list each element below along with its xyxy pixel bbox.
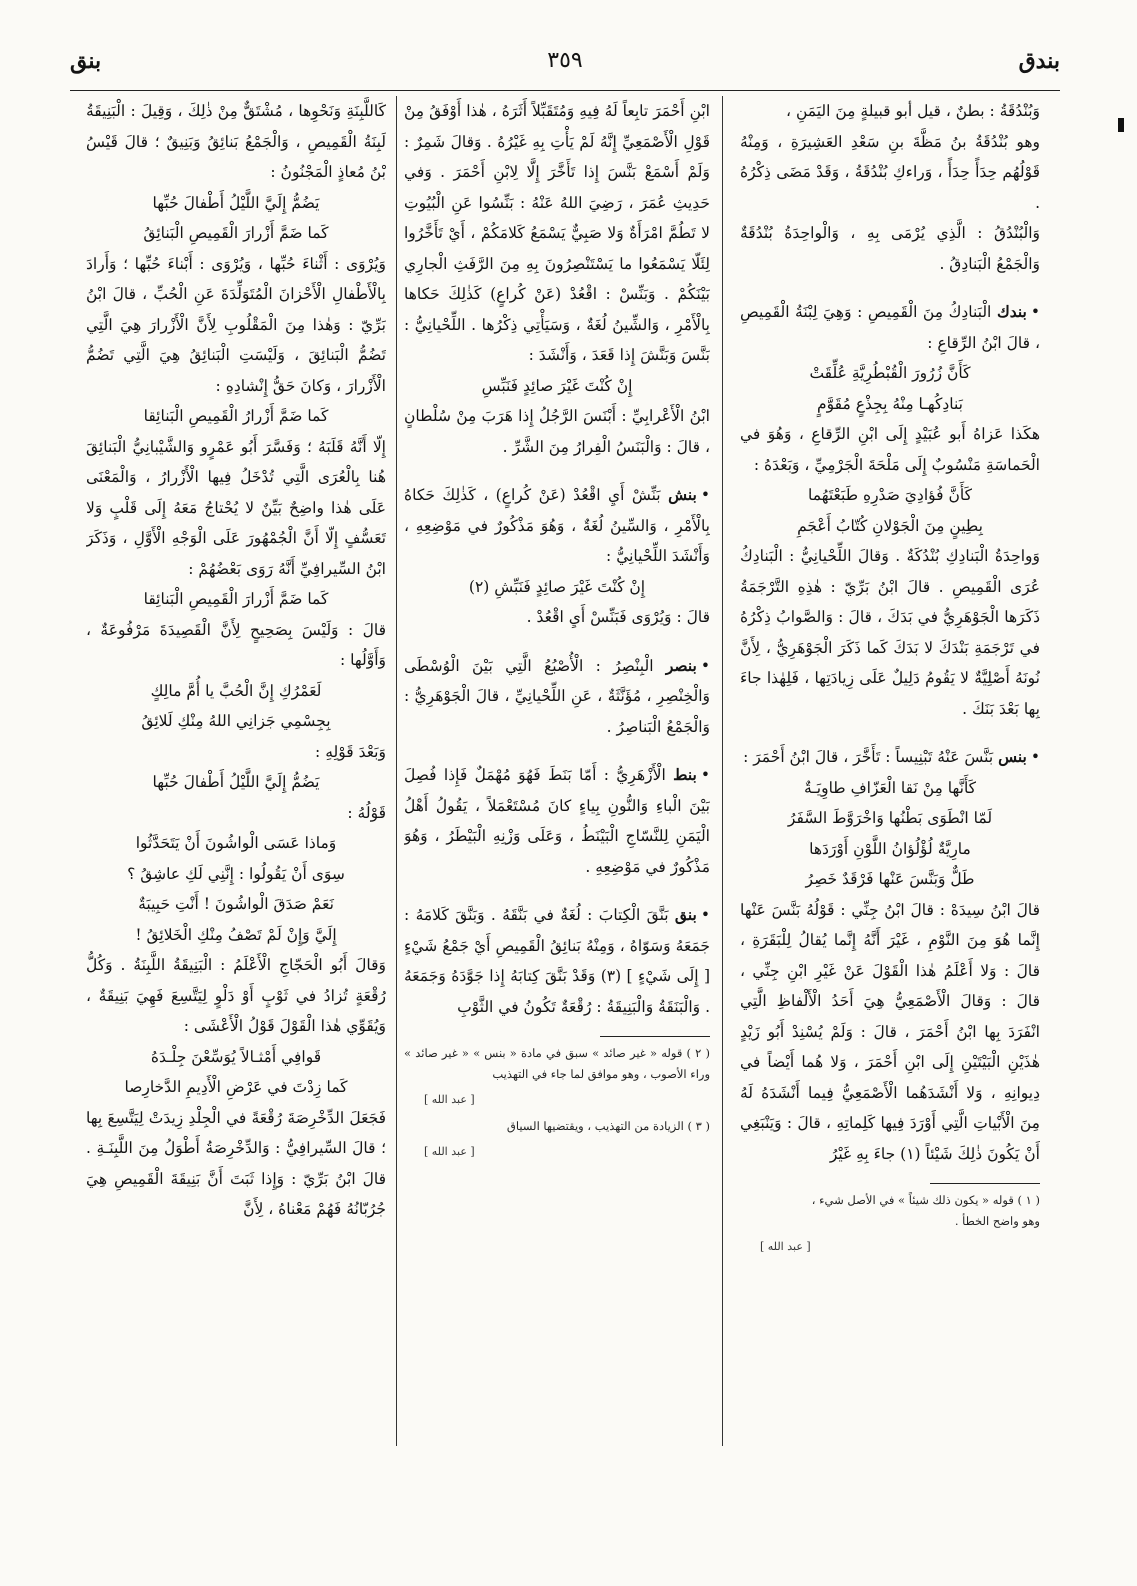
verse-line: كَما ضَمَّ أَزْرارُ الْقَمِيصِ الْبَنائِقا [143, 407, 329, 425]
verse-line: إِلَيَّ وَإِنْ لَمْ تَصْفُ مِنْكِ الْخَلائِقُ ! [135, 925, 337, 944]
column-right [740, 96, 1040, 1486]
page-header [70, 44, 1060, 84]
paragraph: وَبَعْدَ قَوْلِهِ : [315, 742, 386, 761]
footnote-signature: [ عبد الله ] [424, 1093, 475, 1106]
paragraph: ابْنِ أَحْمَرَ تابِعاً لَهُ فِيهِ وَمُتَقَبِّلاً أَثَرَهُ ، هٰذا أَوْفَقُ مِنْ قَوْلِ الْأَصْمَعِيِّ إِنَّهُ لَمْ يَأْتِ بِهِ غَيْرُهُ . وَقالَ شَمِرٌ : وَلَمْ أَسْمَعْ بَنَّسَ إِذا تَأَخَّرَ إِلَّا لِابْنِ أَحْمَرَ . وَفي حَدِيثِ عُمَرَ ، رَضِيَ اللهُ عَنْهُ : بَنِّسُوا عَنِ الْبُيُوتِ لا تَطُمَّ امْرَأَةٌ وَلا صَبِيٌّ يَسْمَعُ كَلامَكُمْ ، أَيْ تَأَخَّرُوا لِئَلّا يَسْمَعُوا ما يَسْتَنْصِرُونَ بِهِ مِنَ الرَّفَثِ الْجارِي بَيْنَكُمْ . وَبَنِّسْ : اقْعُدْ (عَنْ كُراعٍ) كَذٰلِكَ حَكاها بِالْأَمْرِ ، وَالشِّينُ لُغَةٌ ، وَسَيَأْتِي ذِكْرُها . اللِّحْيانِيُّ : بَنَّسَ وَبَنَّشَ إِذا قَعَدَ ، وَأَنْشَدَ : [404, 102, 710, 364]
paragraph: فَجَعَلَ الدِّخْرِصَةَ رُقْعَةً في الْجِلْدِ زِيدَتْ لِيَتَّسِعَ بِها ؛ قالَ السِّيرافِيُّ : وَالدِّخْرِصَةُ أَطْوَلُ مِنَ اللَّبِنَـةِ . قالَ ابْنُ بَرِّيّ : وَإِذا ثَبَتَ أَنَّ بَنِيقَةَ الْقَمِيصِ هِيَ جُرُبّانُهُ فَهُمْ مَعْناهُ ، لِأَنَّ [86, 1108, 386, 1218]
entry-text: الْبِنْصِرُ : الْأُصْبُعُ الَّتِي بَيْنَ الْوُسْطَى وَالْخِنْصِرِ ، مُؤَنَّثَةٌ ، عَنِ اللِّحْيانِيِّ ، قالَ الْجَوْهَرِيُّ : وَالْجَمْعُ الْبَناصِرُ . [404, 656, 710, 736]
verse-line: كَما ضَمَّ أَزْرارَ الْقَمِيصِ الْبَنائِقُ [143, 224, 329, 242]
paragraph: ابْنُ الْأَعْرابِيِّ : أَبْنَسَ الرَّجُلُ إِذا هَرَبَ مِنْ سُلْطانٍ ، قالَ : وَالْبَنَسُ الْفِرارُ مِنَ الشَّرِّ . [404, 407, 710, 456]
paragraph: وَواحِدَةُ الْبَنادِكِ بُنْدُكَةٌ . وَقالَ اللِّحْيانِيُّ : الْبَنادِكُ عُرَى الْقَمِيصِ . قالَ ابْنُ بَرِّيّ : هٰذِهِ التَّرْجَمَةُ ذَكَرَها الْجَوْهَرِيُّ في بَدَكَ ، قالَ : وَالصَّوابُ ذِكْرُهُ في تَرْجَمَةِ بَنْدَكَ لا بَدَكَ كَما ذَكَرَ الْجَوْهَرِيُّ ، لِأَنَّ نُونَهُ أَصْلِيَّةٌ لا يَقُومُ دَلِيلٌ عَلَى زِيادَتِها ، فَلِهٰذا جاءَ بِها بَعْدَ بَنَكَ . [740, 547, 1040, 718]
entry-headword: بنق [674, 905, 697, 924]
footnote-rule [930, 1183, 1040, 1184]
entry-bnsr: •بنصر الْبِنْصِرُ : الْأُصْبُعُ الَّتِي بَيْنَ الْوُسْطَى وَالْخِنْصِرِ ، مُؤَنَّثَةٌ ، عَنِ اللِّحْيانِيِّ ، قالَ الْجَوْهَرِيُّ : وَالْجَمْعُ الْبَناصِرُ . [404, 655, 710, 736]
footnote-rule [600, 1036, 710, 1037]
verse-line: إِنْ كُنْتَ غَيْرَ صائِدٍ فَنَبِّشِ (٢) [468, 577, 646, 596]
entry-bnsh: •بنش بَنِّشْ أَيِ اقْعُدْ (عَنْ كُراعٍ) ، كَذٰلِكَ حَكاهُ بِالْأَمْرِ ، وَالسِّينُ لُغَةٌ ، وَهُوَ مَذْكُورٌ في مَوْضِعِهِ ، وَأَنْشَدَ اللِّحْيانِيُّ : [404, 485, 710, 565]
entry-bnq: •بنق بَنَّقَ الْكِتابَ : لُغَةٌ في بَنَّقَهُ . وَبَنَّقَ كَلامَهُ : جَمَعَهُ وَسَوّاهُ ، وَمِنْهُ بَنائِقُ الْقَمِيصِ أَيْ جَمْعُ شَيْءٍ [ إِلَى شَيْءٍ ] (٣) وَقَدْ بَنَّقَ كِتابَهُ إِذا جَوَّدَهُ وَجَمَعَهُ . وَالْبَنَقَةُ وَالْبَنِيقَةُ : رُقْعَةٌ تَكُونُ في الثَّوْبِ [404, 905, 710, 1016]
entry-bndk: •بندك الْبَنادِكُ مِنَ الْقَمِيصِ : وَهِيَ لِبْنَةُ الْقَمِيصِ ، قالَ ابْنُ الرِّقاعِ : [740, 302, 1040, 352]
verse-line: كَأَنَّ زُرُورَ الْقُبْطُرِيَّةِ عُلِّقَتْ [809, 364, 971, 382]
verse-line: يَضُمُّ إِلَيَّ اللَّيْلُ أَطْفالَ حُبِّها [152, 773, 320, 791]
verse-line: مارِيَّةٌ لُؤْلُؤانُ اللَّوْنِ أَوْرَدَها [809, 839, 971, 858]
paragraph: وهو بُنْدُقَةُ بنُ مَظَّةَ بنِ سَعْدِ العَشِيرَةِ ، وَمِنْهُ قَوْلُهُم حِدَأً حِدَأً ، وَراءكِ بُنْدُقَةُ ، وَقَدْ مَضَى ذِكْرُهُ . [740, 132, 1040, 212]
verse-line: وَماذا عَسَى الْواشُونَ أَنْ يَتَحَدَّثُوا [135, 834, 337, 852]
footnote: ( ١ ) قوله « يكون ذلك شيئاً » في الأصل شيء ، [811, 1193, 1040, 1207]
verse-line: يَضُمُّ إِلَيَّ اللَّيْلُ أَطْفالَ حُبِّها [152, 193, 320, 212]
entry-headword: بنصر [665, 655, 697, 675]
verse-line: كَما زِدْتَ في عَرْضِ الْأَدِيمِ الدَّخارِصا [124, 1078, 348, 1096]
verse-line: كَأَنَّ فُؤادِيَ صَدْرِهِ طَبَعْتَهُما [808, 486, 972, 504]
verse-line: سِوَى أَنْ يَقُولُوا : إِنَّنِي لَكِ عاشِقُ ؟ [127, 864, 345, 883]
paragraph: قالَ : وَلَيْسَ بِصَحِيحٍ لِأَنَّ الْقَصِيدَةَ مَرْفُوعَةٌ ، وَأَوَّلُها : [86, 620, 386, 669]
paragraph: كَاللَّبِنَةِ وَنَحْوِها ، مُشْتَقٌّ مِنْ ذٰلِكَ ، وَقِيلَ : الْبَنِيقَةُ لَبِنَةُ الْقَمِيصِ ، وَالْجَمْعُ بَنائِقُ وَبَنِيقٌ ؛ قالَ قَيْسُ بْنُ مُعاذٍ الْمَجْنُونُ : [86, 102, 386, 181]
footnote: ( ٣ ) الزيادة من التهذيب ، ويقتضيها السياق [506, 1118, 710, 1133]
entry-headword: بنش [668, 485, 697, 504]
paragraph: قالَ ابْنُ سِيدَهْ : قالَ ابْنُ جِنِّي : قَوْلُهُ بَنَّسَ عَنْها إِنَّما هُوَ مِنَ النَّوْمِ ، غَيْرَ أَنَّهُ إِنَّما يُقالُ لِلْبَقَرَةِ ، قالَ : وَلا أَعْلَمُ هٰذا الْقَوْلَ عَنْ غَيْرِ ابْنِ جِنِّي ، قالَ : وَقالَ الْأَصْمَعِيُّ هِيَ أَحَدُ الْأَلْفاظِ الَّتِي انْفَرَدَ بِها ابْنُ أَحْمَرَ ، قالَ : وَلَمْ يُسْنِدْ أَبُو زَيْدٍ هٰذَيْنِ الْبَيْتَيْنِ إِلَى ابْنِ أَحْمَرَ ، وَلا هُما أَيْضاً في دِيوانِهِ ، وَلا أَنْشَدَهُما الْأَصْمَعِيُّ فِيما أَنْشَدَهُ لَهُ مِنَ الْأَبْياتِ الَّتِي أَوْرَدَ فِيها كَلِماتِهِ ، قالَ : وَيَنْبَغِي أَنْ يَكُونَ ذٰلِكَ شَيْئاً (١) جاءَ بِهِ غَيْرُ [740, 900, 1040, 1163]
header-rule [70, 90, 1060, 91]
column-divider [722, 96, 723, 1446]
entry-bns: •بنس بَنَّسَ عَنْهُ تَبْنِيساً : تَأَخَّرَ ، قالَ ابْنُ أَحْمَرَ : [743, 747, 1040, 766]
paragraph: قالَ : وَيُرْوَى فَبَنِّسْ أَيِ اقْعُدْ . [526, 608, 710, 626]
verse-line: بِطِينٍ مِنَ الْجَوْلانِ كُتّابُ أَعْجَمِ [797, 516, 983, 535]
verse-line: قَوافِي أَمْثـالاً يُوَسِّعْنَ جِلْـدَهُ [150, 1047, 322, 1066]
verse-line: كَما ضَمَّ أَزْرارَ الْقَمِيصِ الْبَنائِقا [143, 590, 329, 608]
entry-text: بَنَّسَ عَنْهُ تَبْنِيساً : تَأَخَّرَ ، قالَ ابْنُ أَحْمَرَ : [743, 748, 994, 766]
entry-text: بَنِّشْ أَيِ اقْعُدْ (عَنْ كُراعٍ) ، كَذٰلِكَ حَكاهُ بِالْأَمْرِ ، وَالسِّينُ لُغَةٌ ، وَهُوَ مَذْكُورٌ في مَوْضِعِهِ ، وَأَنْشَدَ اللِّحْيانِيُّ : [404, 486, 710, 565]
paragraph: إِلّا أَنَّهُ قَلَبَهُ ؛ وَفَسَّرَ أَبُو عَمْرٍو وَالشَّيْبانِيُّ الْبَنائِقَ هُنا بِالْعُرَى الَّتِي تُدْخَلُ فِيها الْأَزْرارُ ، وَالْمَعْنَى عَلَى هٰذا واضِحٌ بَيِّنٌ لا يُحْتاجُ مَعَهُ إِلَى قَلْبٍ وَلا تَعَسُّفٍ إِلّا أَنَّ الْجُمْهُورَ عَلَى الْوَجْهِ الْأَوَّلِ ، وَذَكَرَ ابْنُ السِّيرافِيِّ أَنَّهُ رَوَى بَعْضُهُمْ : [86, 437, 386, 578]
verse-line: بَنادِكُهـا مِنْهُ بِجِذْعٍ مُقَوَّمٍ [817, 394, 963, 413]
entry-text: الْأَزْهَرِيُّ : أَمّا بَنَطَ فَهُوَ مُهْمَلٌ فَإِذا فُصِلَ بَيْنَ الْباءِ وَالنُّونِ بِياءٍ كانَ مُسْتَعْمَلاً ، يَقُولُ أَهْلُ الْيَمَنِ لِلنَّسّاجِ الْبَيْنَطُ ، وَعَلَى وَزْنِهِ الْبَيْطَرُ ، وَهُوَ مَذْكُورٌ في مَوْضِعِهِ . [404, 766, 710, 876]
paragraph: هكَذا عَزاهُ أَبو عُبَيْدٍ إِلَى ابْنِ الرِّقاعِ ، وَهُوَ في الْحَماسَةِ مَنْسُوبٌ إِلَى مَلْحَةَ الْجَرْمِيِّ ، وَبَعْدَهُ : [740, 425, 1040, 474]
verse-line: كَأَنَّها مِنْ نَقا الْعَزّافِ طاوِيَـةٌ [803, 778, 977, 797]
footnote: ( ٢ ) قوله « غير صائد » سبق في مادة « بنس » « غير صائد » وراء الأصوب ، وهو موافق لما جاء في التهذيب [404, 1046, 710, 1081]
column-divider [396, 96, 397, 1446]
verse-line: لَمّا انْطَوَى بَطْنُها وَاخْرَوَّطَ السَّفَرُ [787, 809, 993, 827]
column-left [86, 96, 386, 1486]
verse-line: لَعَمْرُكِ إِنَّ الْحُبَّ يا أُمَّ مالِكٍ [150, 681, 322, 700]
paragraph: وَقالَ أَبُو الْحَجّاجِ الْأَعْلَمُ : الْبَنِيقَةُ اللَّبِنَةُ . وَكُلُّ رُقْعَةٍ تُزادُ في ثَوْبٍ أَوْ دَلْوٍ لِيَتَّسِعَ فَهِيَ بَنِيقَةٌ ، وَيُقَوِّي هٰذا الْقَوْلَ قَوْلُ الْأَعْشَى : [86, 956, 386, 1035]
footnote: وهو واضح الخطأ . [954, 1214, 1040, 1228]
margin-mark [1118, 118, 1124, 132]
column-middle [404, 96, 710, 1486]
header-guide-word-left: بنق [70, 48, 102, 74]
entry-bnt: •بنط الْأَزْهَرِيُّ : أَمّا بَنَطَ فَهُوَ مُهْمَلٌ فَإِذا فُصِلَ بَيْنَ الْباءِ وَالنُّونِ بِياءٍ كانَ مُسْتَعْمَلاً ، يَقُولُ أَهْلُ الْيَمَنِ لِلنَّسّاجِ الْبَيْنَطُ ، وَعَلَى وَزْنِهِ الْبَيْطَرُ ، وَهُوَ مَذْكُورٌ في مَوْضِعِهِ . [404, 765, 710, 876]
verse-line: بِجِسْمِي جَزانِي اللهُ مِنْكِ لَلائِقُ [141, 712, 331, 730]
paragraph: وَالْبُنْدُقُ : الَّذِي يُرْمَى بِهِ ، وَالْواحِدَةُ بُنْدُقَةٌ وَالْجَمْعُ الْبَنادِقُ . [740, 224, 1040, 273]
entry-text: الْبَنادِكُ مِنَ الْقَمِيصِ : وَهِيَ لِبْنَةُ الْقَمِيصِ ، قالَ ابْنُ الرِّقاعِ : [740, 303, 1040, 352]
footnote-signature: [ عبد الله ] [760, 1240, 811, 1253]
paragraph: وَبُنْدُقَةُ : بطنٌ ، قيل أبو قبيلةٍ مِنَ اليَمَنِ ، [786, 102, 1040, 120]
verse-line: طَلٌّ وَبَنَّسَ عَنْها فَرْقَدٌ خَصِرُ [805, 870, 975, 888]
page-number: ٣٥٩ [547, 48, 583, 73]
entry-headword: بنس [998, 747, 1027, 766]
header-guide-word-right: بندق [1018, 48, 1060, 74]
verse-line: إِنْ كُنْتَ غَيْرَ صائِدٍ فَنَبِّسِ [481, 376, 633, 395]
verse-line: نَعَمْ صَدَقَ الْواشُونَ ! أَنْتِ حَبِيبَةٌ [138, 895, 334, 913]
paragraph: وَيُرْوَى : أَثْناءَ حُبِّها ، وَيُرْوَى : أَبْناءَ حُبِّها ؛ وَأَرادَ بِالْأَطْفالِ الْأَحْزانَ الْمُتَوَلِّدَةَ عَنِ الْحُبِّ ، قالَ ابْنُ بَرِّيّ : وَهٰذا مِنَ الْمَقْلُوبِ لِأَنَّ الْأَزْرارَ هِيَ الَّتِي تَضُمُّ الْبَنائِقَ ، وَلَيْسَتِ الْبَنائِقُ هِيَ الَّتِي تَضُمُّ الْأَزْرارَ ، وَكانَ حَقُّ إِنْشادِهِ : [86, 254, 386, 395]
entry-text: بَنَّقَ الْكِتابَ : لُغَةٌ في بَنَّقَهُ . وَبَنَّقَ كَلامَهُ : جَمَعَهُ وَسَوّاهُ ، وَمِنْهُ بَنائِقُ الْقَمِيصِ أَيْ جَمْعُ شَيْءٍ [ إِلَى شَيْءٍ ] (٣) وَقَدْ بَنَّقَ كِتابَهُ إِذا جَوَّدَهُ وَجَمَعَهُ . وَالْبَنَقَةُ وَالْبَنِيقَةُ : رُقْعَةٌ تَكُونُ في الثَّوْبِ [404, 906, 710, 1016]
entry-headword: بنط [673, 765, 697, 784]
paragraph: قَوْلُهُ : [347, 803, 386, 822]
footnote-signature: [ عبد الله ] [424, 1144, 475, 1158]
entry-headword: بندك [996, 302, 1027, 321]
